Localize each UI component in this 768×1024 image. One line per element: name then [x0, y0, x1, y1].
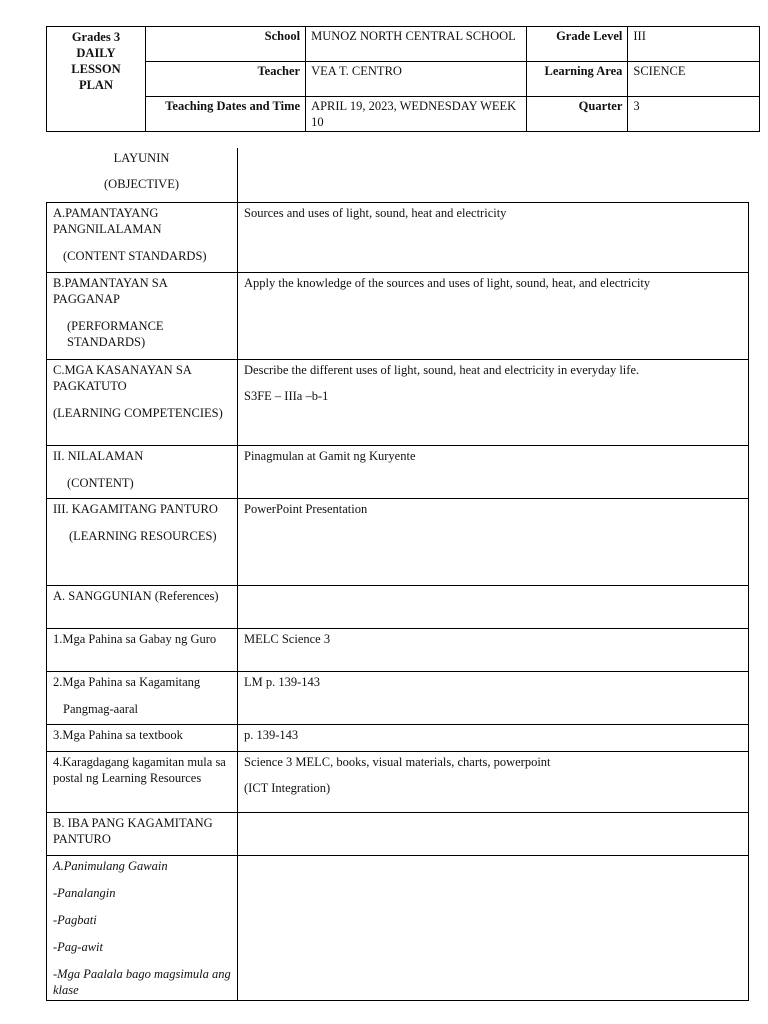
school-value: MUNOZ NORTH CENTRAL SCHOOL — [306, 27, 527, 62]
table-row — [47, 203, 749, 273]
row-label — [47, 499, 238, 586]
teacher-value: VEA T. CENTRO — [306, 62, 527, 97]
row-label-line: (CONTENT STANDARDS) — [63, 249, 207, 263]
row-label-line: -Pag-awit — [53, 940, 103, 954]
table-row — [47, 752, 749, 813]
row-label: A. SANGGUNIAN (References) — [47, 586, 238, 629]
quarter-value: 3 — [628, 97, 760, 132]
plan-title-line: LESSON — [71, 62, 121, 76]
row-value: Apply the knowledge of the sources and uses of light, sound, heat, and electricity — [238, 273, 749, 360]
row-value-line: Science 3 MELC, books, visual materials, charts, powerpoint — [244, 755, 551, 769]
objective-heading — [46, 148, 237, 202]
row-value: Sources and uses of light, sound, heat and electricity — [238, 203, 749, 273]
plan-title-line: Grades 3 — [71, 30, 121, 44]
quarter-label: Quarter — [527, 97, 628, 132]
row-label — [47, 446, 238, 499]
row-value-line: (ICT Integration) — [244, 781, 331, 795]
row-label-line: -Panalangin — [53, 886, 116, 900]
row-label-line: (PERFORMANCE STANDARDS) — [67, 319, 164, 349]
dates-label: Teaching Dates and Time — [145, 97, 305, 132]
row-label-line: II. NILALAMAN — [53, 449, 144, 463]
row-value: PowerPoint Presentation — [238, 499, 749, 586]
row-label: 4.Karagdagang kagamitan mula sa postal ng Learning Resources — [47, 752, 238, 813]
row-value: LM p. 139-143 — [238, 672, 749, 725]
table-row — [47, 856, 749, 1001]
row-value — [238, 752, 749, 813]
lesson-table — [46, 202, 749, 1001]
row-label-line: A.Panimulang Gawain — [53, 859, 168, 873]
row-label-line: (LEARNING RESOURCES) — [69, 529, 217, 543]
row-label: 3.Mga Pahina sa textbook — [47, 725, 238, 752]
row-value — [238, 360, 749, 446]
table-row — [47, 360, 749, 446]
row-label-line: 2.Mga Pahina sa Kagamitang — [53, 675, 201, 689]
row-label — [47, 203, 238, 273]
row-label — [47, 360, 238, 446]
row-value — [238, 856, 749, 1001]
row-label-line: (CONTENT) — [67, 476, 134, 490]
plan-title-line: DAILY — [76, 46, 116, 60]
plan-title — [47, 27, 146, 132]
plan-title-line: PLAN — [78, 78, 113, 92]
objective-heading-line: LAYUNIN — [113, 151, 170, 165]
learning-area-label: Learning Area — [527, 62, 628, 97]
row-label-line: B.PAMANTAYAN SA PAGGANAP — [53, 276, 168, 306]
school-label: School — [145, 27, 305, 62]
objective-divider — [237, 148, 238, 203]
row-label: B. IBA PANG KAGAMITANG PANTURO — [47, 813, 238, 856]
header-table — [46, 26, 760, 132]
row-label: 1.Mga Pahina sa Gabay ng Guro — [47, 629, 238, 672]
table-row — [47, 813, 749, 856]
dates-value: APRIL 19, 2023, WEDNESDAY WEEK 10 — [306, 97, 527, 132]
learning-area-value: SCIENCE — [628, 62, 760, 97]
row-label-line: C.MGA KASANAYAN SA PAGKATUTO — [53, 363, 192, 393]
row-label-line: A.PAMANTAYANG PANGNILALAMAN — [53, 206, 162, 236]
row-label — [47, 273, 238, 360]
row-value: Pinagmulan at Gamit ng Kuryente — [238, 446, 749, 499]
row-value-line: Describe the different uses of light, sound, heat and electricity in everyday life. — [244, 363, 640, 377]
row-value — [238, 813, 749, 856]
row-value: p. 139-143 — [238, 725, 749, 752]
table-row — [47, 672, 749, 725]
grade-level-value: III — [628, 27, 760, 62]
grade-level-label: Grade Level — [527, 27, 628, 62]
row-label — [47, 672, 238, 725]
row-value: MELC Science 3 — [238, 629, 749, 672]
table-row — [47, 629, 749, 672]
row-label-line: -Pagbati — [53, 913, 97, 927]
table-row — [47, 586, 749, 629]
row-label-line: -Mga Paalala bago magsimula ang klase — [53, 967, 231, 997]
table-row — [47, 725, 749, 752]
teacher-label: Teacher — [145, 62, 305, 97]
row-value — [238, 586, 749, 629]
row-label — [47, 856, 238, 1001]
table-row — [47, 446, 749, 499]
table-row — [47, 499, 749, 586]
row-label-line: Pangmag-aaral — [63, 702, 138, 716]
row-label-line: III. KAGAMITANG PANTURO — [53, 502, 218, 516]
row-label-line: (LEARNING COMPETENCIES) — [53, 406, 223, 420]
objective-heading-line: (OBJECTIVE) — [104, 177, 179, 191]
row-value-line: S3FE – IIIa –b-1 — [244, 389, 329, 403]
table-row — [47, 273, 749, 360]
